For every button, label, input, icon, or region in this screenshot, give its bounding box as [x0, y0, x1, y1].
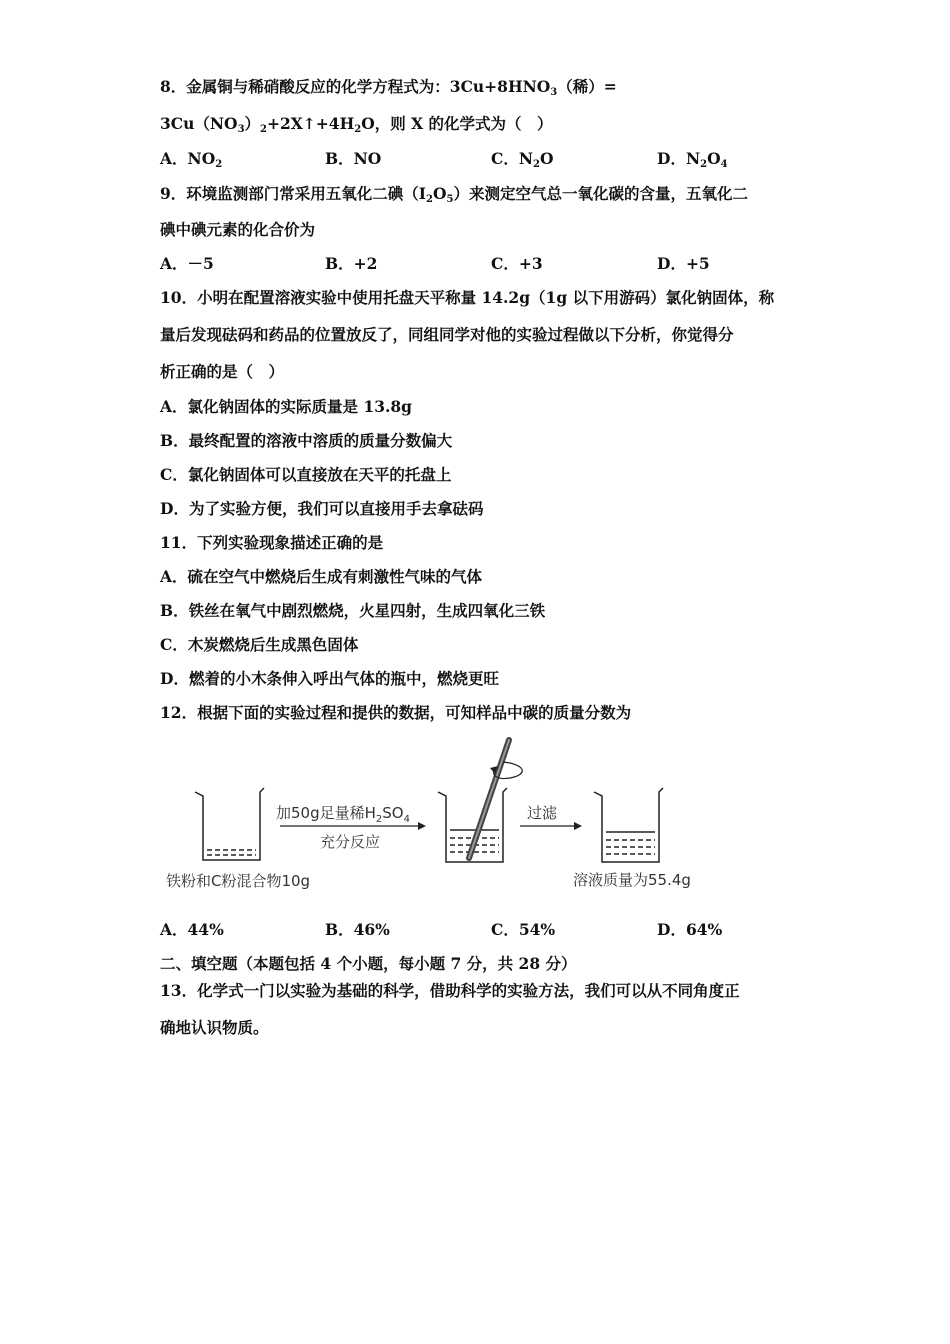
q10-option-c: C．氯化钠固体可以直接放在天平的托盘上 [160, 465, 452, 484]
arrow2-top-label: 过滤 [527, 804, 558, 822]
q11-option-b: B．铁丝在氧气中剧烈燃烧，火星四射，生成四氧化三铁 [160, 601, 546, 620]
q8-stem-line2: $3Cu(NO_3)_2+2X↑+4H_2O$，则 X 的化学式为（ ） [160, 114, 553, 135]
q9-stem-line1: 9．环境监测部门常采用五氧化二碘$(I_2O_5)$来测定空气总一氧化碳的含量，五氧化二 [160, 184, 749, 205]
q11-option-a: A．硫在空气中燃烧后生成有刺激性气味的气体 [160, 567, 483, 586]
q11-stem: 11．下列实验现象描述正确的是 [160, 533, 384, 552]
q13-stem-line2: 确地认识物质。 [160, 1018, 269, 1037]
q12-option-c: C．54% [491, 920, 556, 939]
q10-stem-line1: 10．小明在配置溶液实验中使用托盘天平称量 14.2g（1g 以下用游码）氯化钠固体，称 [160, 288, 775, 307]
q12-stem: 12．根据下面的实验过程和提供的数据，可知样品中碳的质量分数为 [160, 703, 632, 722]
arrow1-bottom-label: 充分反应 [320, 833, 381, 851]
label-mixture: 铁粉和C粉混合物10g [166, 872, 311, 890]
q8-option-c: C．$N_2O$ [491, 149, 554, 170]
arrow-1 [276, 804, 426, 851]
q12-option-b: B．46% [325, 920, 390, 939]
q8-option-b: B．NO [325, 149, 382, 168]
q11-option-d: D．燃着的小木条伸入呼出气体的瓶中，燃烧更旺 [160, 669, 499, 688]
stirring-rod [469, 740, 522, 858]
q9-option-c: C．+3 [491, 254, 543, 273]
q10-stem-line2: 量后发现砝码和药品的位置放反了，同组同学对他的实验过程做以下分析，你觉得分 [160, 325, 734, 344]
q10-option-a: A．氯化钠固体的实际质量是 13.8g [160, 397, 413, 416]
q9-option-d: D．+5 [657, 254, 710, 273]
q8-stem-line1: 8．金属铜与稀硝酸反应的化学方程式为：$3Cu+8HNO_3$（稀）= [160, 77, 617, 98]
section-2-title: 二、填空题（本题包括 4 个小题，每小题 7 分，共 28 分） [160, 954, 577, 973]
beaker-1 [195, 788, 264, 860]
experiment-diagram [160, 730, 720, 900]
q8-option-d: D．$N_2O_4$ [657, 149, 728, 170]
q8-option-a: A．$NO_2$ [160, 149, 223, 170]
q10-option-d: D．为了实验方便，我们可以直接用手去拿砝码 [160, 499, 484, 518]
q9-option-a: A．－5 [160, 254, 214, 273]
q11-option-c: C．木炭燃烧后生成黑色固体 [160, 635, 359, 654]
arrow1-top-label: 加50g足量稀$H_2SO_4$ [276, 804, 410, 825]
arrow-2 [520, 804, 582, 830]
q13-stem-line1: 13．化学式一门以实验为基础的科学，借助科学的实验方法，我们可以从不同角度正 [160, 981, 740, 1000]
q10-option-b: B．最终配置的溶液中溶质的质量分数偏大 [160, 431, 453, 450]
q10-stem-line3: 析正确的是（ ） [160, 362, 285, 381]
q12-option-a: A．44% [160, 920, 224, 939]
q9-option-b: B．+2 [325, 254, 378, 273]
q12-option-d: D．64% [657, 920, 723, 939]
label-solution-mass: 溶液质量为55.4g [573, 871, 691, 889]
q9-stem-line2: 碘中碘元素的化合价为 [160, 220, 316, 239]
beaker-3 [594, 788, 663, 862]
